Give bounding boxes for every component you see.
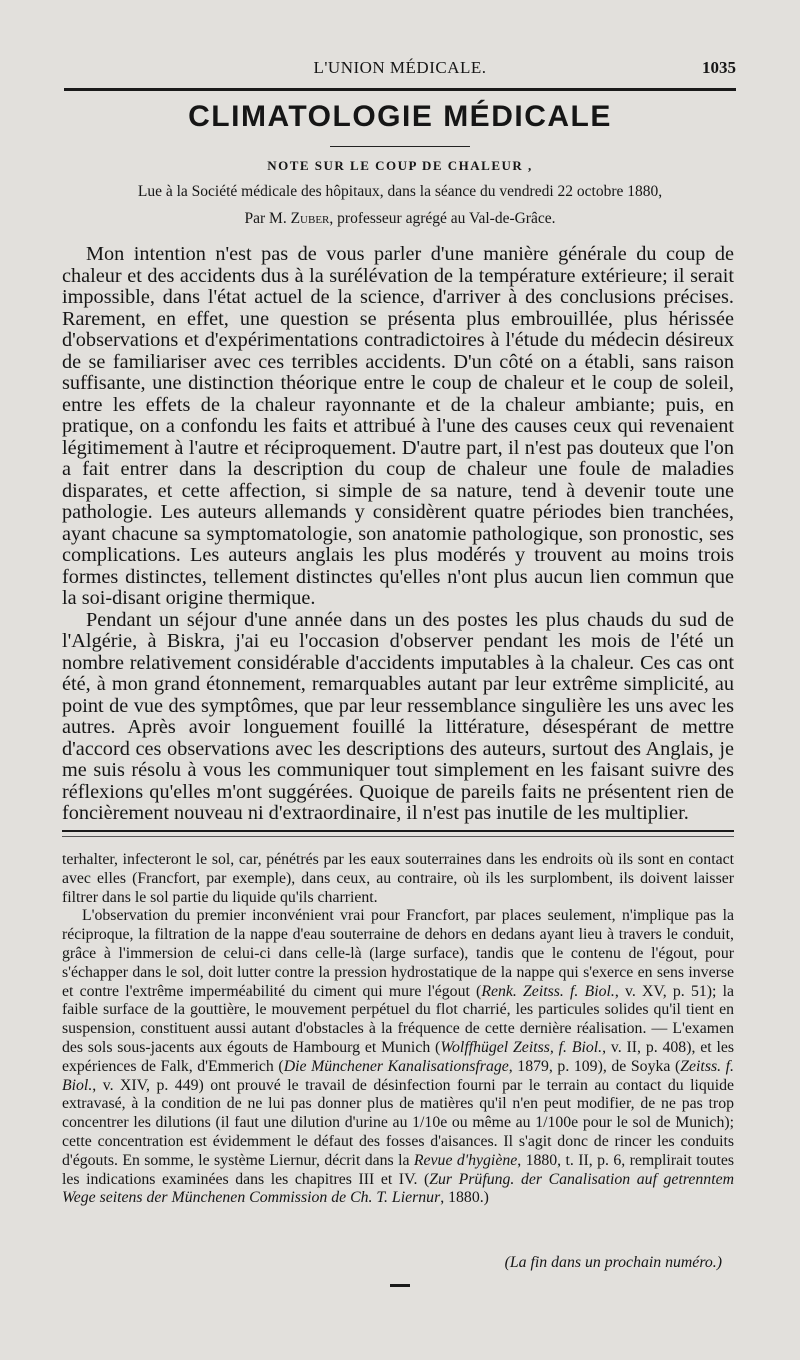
section-heading: CLIMATOLOGIE MÉDICALE [188,100,612,133]
fn-ref-wolffhugel: Wolffhügel Zeitss, f. Biol. [440,1038,603,1056]
fn-ref-revue: Revue d'hygiène [413,1151,518,1169]
footnote-paragraph-2 [62,907,734,1208]
fn-ref-kanalisation: Die Münchener Kanalisationsfrage [283,1057,509,1075]
fn-text-6: , 1880, t. II, p. 6, remplirait toutes les indications examinées dans les chapitres III et IV. ( [62,1151,734,1188]
page-number: 1035 [702,58,736,77]
fn-ref-liernur: Zur Prüfung. der Canalisation auf getrenntem Wege seitens der Münchenen Commission de Ch. T. Liernur [62,1170,735,1207]
footnote-body [62,851,734,1208]
fn-ref-renk: Renk. Zeitss. f. Biol. [481,982,615,1000]
section-rule [330,146,470,147]
fn-text-4: , 1879, p. 109), de Soyka ( [508,1057,681,1075]
journal-title: L'UNION MÉDICALE. [313,58,487,77]
main-paragraph-2: Pendant un séjour d'une année dans un des postes les plus chauds du sud de l'Algérie, à Biskra, j'ai eu l'occasion d'observer pendant les mois de l'été un nombre relativement considérable d'accidents imputables à la chaleur. Ces cas ont été, à mon grand étonnement, remarquables autant par leur extrême simplicité, au point de vue des symptômes, que par leur ressemblance singulière les uns avec les autres. Après avoir longuement fouillé la littérature, désespérant de mettre d'accord ces observations avec les descriptions des auteurs, surtout des Anglais, je me suis résolu à vous les communiquer tout simplement en les faisant suivre des réflexions qu'elles m'ont suggérées. Quoique de pareils faits ne présentent rien de foncièrement nouveau ni d'extraordinaire, il n'est pas inutile de les multiplier. [62,608,734,824]
main-article-body [62,244,734,825]
footnote-paragraph-1: terhalter, infecteront le sol, car, pénétrés par les eaux souterraines dans les endroits où ils sont en contact avec elles (Francfort, par exemple), dans ceux, au contraire, où ils les surplombent, ils doivent laisser filtrer dans le sol partie du liquide qu'ils charrient. [62,851,734,906]
fn-text-3: , v. II, p. 408), et les expériences de Falk, d'Emmerich ( [62,1038,735,1075]
fn-text-7: , 1880.) [440,1189,489,1207]
running-head [64,58,736,86]
author-line [64,210,736,228]
main-paragraph-1: Mon intention n'est pas de vous parler d'une manière générale du coup de chaleur et des accidents dus à la surélévation de la température extérieure; il serait impossible, dans l'état actuel de la science, d'arriver à des conclusions précises. Rarement, en effet, une question se présenta plus embrouillée, plus hérissée d'observations et d'expérimentations contradictoires à l'étude du médecin désireux de se familiariser avec ces terribles accidents. D'un côté on a établi, sans raison suffisante, une distinction théorique entre le coup de chaleur et le coup de soleil, entre les effets de la chaleur rayonnante et de la chaleur ambiante; puis, en pratique, on a confondu les faits et attribué à l'une des causes ceux qui revenaient légitimement à l'autre et réciproquement. D'autre part, il n'est pas douteux que l'on a fait entrer dans la description du coup de chaleur une foule de maladies disparates, et cette affection, si simple de sa nature, tend à devenir toute une pathologie. Les auteurs allemands y considèrent quatre périodes bien tranchées, ayant chacune sa symptomatologie, son anatomie pathologique, son pronostic, ses complications. Les auteurs anglais les plus modérés y trouvent au moins trois formes distinctes, tellement distinctes qu'elles n'ont plus aucun lien commun que la soi-disant origine thermique. [62,243,734,609]
author-name: Zuber [290,210,330,227]
header-rule [64,88,736,91]
footnote-divider-thin [62,836,734,837]
continuation-note: (La fin dans un prochain numéro.) [504,1254,722,1271]
end-mark [390,1284,410,1287]
fn-text-2: , v. XV, p. 51); la faible surface de la gouttière, le mouvement perpétuel du flot charrié, les particules solides qu'il tient en suspension, constituent aussi autant d'obstacles à la fréquence de cette dernière réalisation. — L'examen des sols sous-jacents aux égouts de Hambourg et Munich ( [62,982,734,1056]
note-title: NOTE SUR LE COUP DE CHALEUR , [267,158,533,173]
read-line: Lue à la Société médicale des hôpitaux, dans la séance du vendredi 22 octobre 1880, [137,183,663,200]
fn-text-5: , v. XIV, p. 449) ont prouvé le travail de désinfection fourni par le terrain au contact du liquide extravasé, à la condition de ne lui pas donner plus de matières qu'il n'en peut modifier, de ne pas trop concentrer les dilutions (il faut une dilution d'urine au 1/10e ou même au 1/100e pour le sol de Munich); cette concentration est évidemment le défaut des fosses d'aisances. Il s'agit donc de rincer les conduits d'égouts. En somme, le système Liernur, décrit dans la [62,1076,734,1169]
author-affiliation: , professeur agrégé au Val-de-Grâce. [329,210,556,227]
fn-ref-soyka: Zeitss. f. Biol. [62,1057,735,1094]
fn-text-1: L'observation du premier inconvénient vrai pour Francfort, par places seulement, n'implique pas la réciproque, la filtration de la nappe d'eau souterraine de dehors en dedans ayant lieu à travers le conduit, grâce à l'immersion de celui-ci dans celle-là (large surface), tandis que le contenu de l'égout, pour s'échapper dans le sol, doit lutter contre la pression hydrostatique de la nappe qui s'exerce en sens inverse et contre l'extrême imperméabilité du ciment qui mure l'égout ( [62,907,734,1000]
author-prefix: Par M. [244,210,287,227]
footnote-divider [62,830,734,832]
